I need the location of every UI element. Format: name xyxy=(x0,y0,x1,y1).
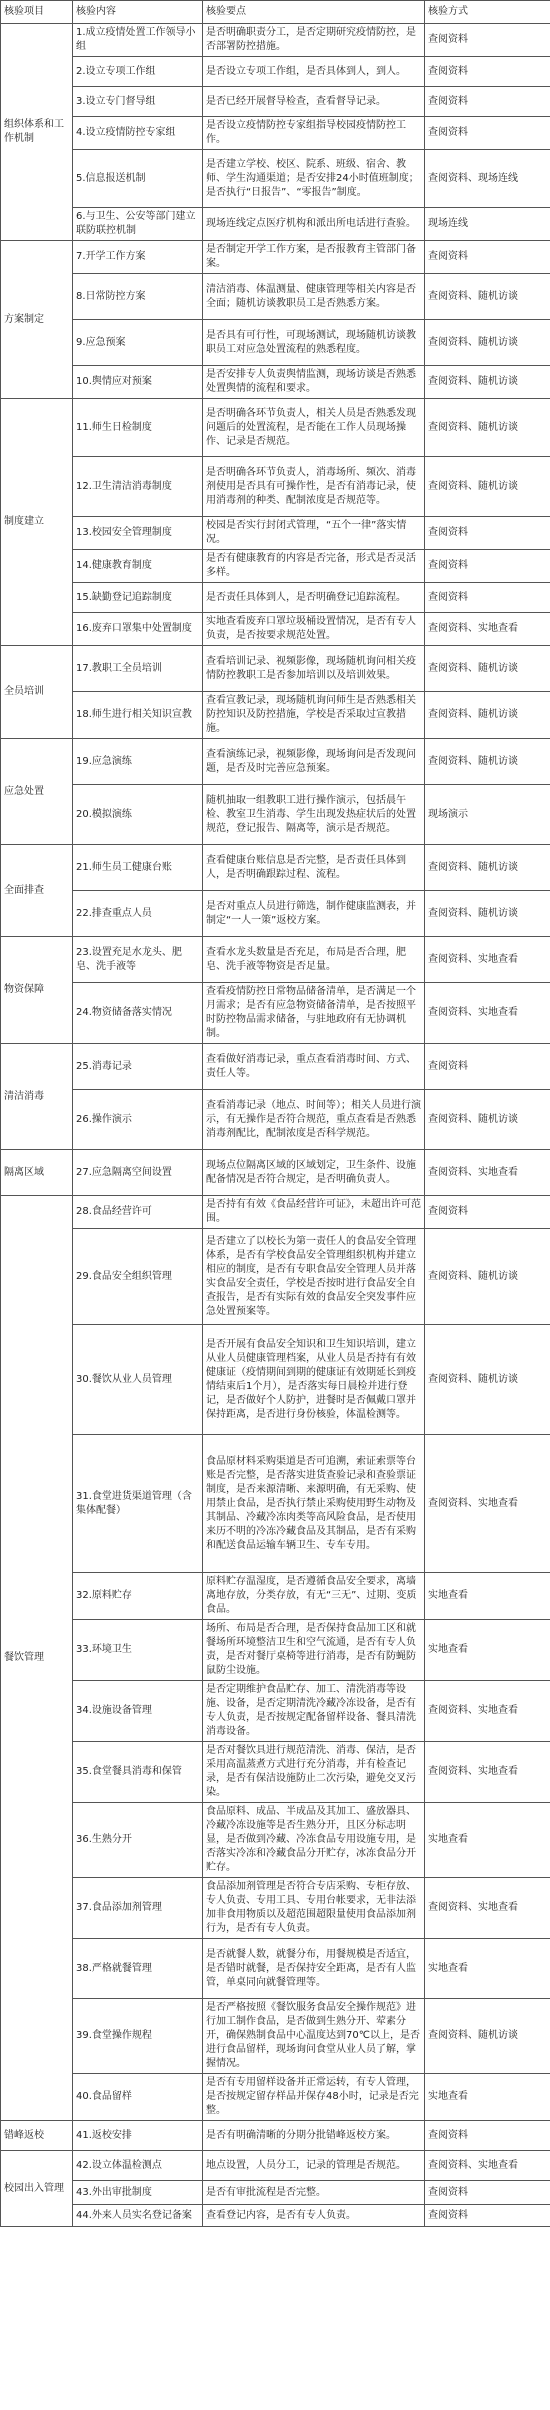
points-cell: 查看疫情防控日常物品储备清单，是否满足一个月需求；是否有应急物资储备清单，是否按照平时防控物品需求储备，与驻地政府有无协调机制。 xyxy=(203,983,425,1044)
table-row xyxy=(1,739,550,785)
header-points: 核验要点 xyxy=(203,1,425,24)
points-cell: 校园是否实行封闭式管理，“五个一律”落实情况。 xyxy=(203,517,425,550)
content-cell: 7.开学工作方案 xyxy=(73,241,203,274)
points-cell: 查看水龙头数量是否充足，布局是否合理，肥皂、洗手液等物资是否足量。 xyxy=(203,937,425,983)
points-cell: 清洁消毒、体温测量、健康管理等相关内容是否全面；随机访谈教职员工是否熟悉方案。 xyxy=(203,274,425,320)
points-cell: 是否有专用留样设备并正常运转，有专人管理，是否按规定留存样品并保存48小时，记录是否完整。 xyxy=(203,2074,425,2121)
points-cell: 是否设立疫情防控专家组指导校园疫情防控工作。 xyxy=(203,117,425,150)
table-row xyxy=(1,399,550,457)
points-cell: 实地查看废弃口罩垃圾桶设置情况，是否有专人负责，是否按要求规范处置。 xyxy=(203,613,425,646)
points-cell: 是否明确各环节负责人，相关人员是否熟悉发现问题后的处置流程，是否能在工作人员现场操作、记录是否规范。 xyxy=(203,399,425,457)
table-row xyxy=(1,2205,550,2227)
table-row xyxy=(1,457,550,517)
method-cell: 查阅资料、随机访谈 xyxy=(425,692,550,739)
method-cell: 查阅资料、随机访谈 xyxy=(425,1999,550,2074)
table-row xyxy=(1,1878,550,1939)
content-cell: 21.师生员工健康台账 xyxy=(73,845,203,891)
content-cell: 22.排查重点人员 xyxy=(73,891,203,937)
method-cell: 查阅资料、随机访谈 xyxy=(425,646,550,692)
method-cell: 查阅资料、实地查看 xyxy=(425,1742,550,1803)
points-cell: 现场点位隔离区域的区域划定，卫生条件、设施配备情况是否符合规定，是否明确负责人。 xyxy=(203,1150,425,1196)
table-row xyxy=(1,583,550,613)
table-row xyxy=(1,1939,550,1999)
method-cell: 查阅资料、实地查看 xyxy=(425,2151,550,2181)
method-cell: 实地查看 xyxy=(425,1620,550,1681)
table-body xyxy=(1,24,550,2227)
table-row xyxy=(1,24,550,57)
points-cell: 是否有健康教育的内容是否完备，形式是否灵活多样。 xyxy=(203,550,425,583)
content-cell: 33.环境卫生 xyxy=(73,1620,203,1681)
points-cell: 随机抽取一组教职工进行操作演示，包括晨午检、教室卫生消毒、学生出现发热症状后的处置规范，登记报告、隔离等，演示是否规范。 xyxy=(203,785,425,845)
table-row xyxy=(1,517,550,550)
category-cell: 清洁消毒 xyxy=(1,1044,73,1150)
points-cell: 是否责任具体到人，是否明确登记追踪流程。 xyxy=(203,583,425,613)
table-row xyxy=(1,117,550,150)
points-cell: 地点设置，人员分工，记录的管理是否规范。 xyxy=(203,2151,425,2181)
method-cell: 查阅资料、实地查看 xyxy=(425,1878,550,1939)
points-cell: 查看宣教记录，现场随机询问师生是否熟悉相关防控知识及防控措施，学校是否采取过宣教措施。 xyxy=(203,692,425,739)
points-cell: 场所、布局是否合理，是否保持食品加工区和就餐场所环境整洁卫生和空气流通，是否有专人负责，是否对餐厅桌椅等进行消毒，是否有防蝇防鼠防尘设施。 xyxy=(203,1620,425,1681)
method-cell: 实地查看 xyxy=(425,1573,550,1620)
points-cell: 是否制定开学工作方案，是否报教育主管部门备案。 xyxy=(203,241,425,274)
method-cell: 查阅资料 xyxy=(425,550,550,583)
method-cell: 查阅资料、随机访谈 xyxy=(425,320,550,366)
table-row xyxy=(1,1325,550,1435)
points-cell: 是否设立专项工作组，是否具体到人，到人。 xyxy=(203,57,425,87)
points-cell: 查看健康台账信息是否完整，是否责任具体到人，是否明确跟踪过程、流程。 xyxy=(203,845,425,891)
content-cell: 37.食品添加剂管理 xyxy=(73,1878,203,1939)
method-cell: 实地查看 xyxy=(425,1939,550,1999)
content-cell: 41.返校安排 xyxy=(73,2121,203,2151)
method-cell: 查阅资料、实地查看 xyxy=(425,937,550,983)
method-cell: 查阅资料 xyxy=(425,117,550,150)
content-cell: 32.原料贮存 xyxy=(73,1573,203,1620)
table-row xyxy=(1,1803,550,1878)
points-cell: 是否严格按照《餐饮服务食品安全操作规范》进行加工制作食品，是否做到生熟分开、荤素分开，确保熟制食品中心温度达到70℃以上，是否进行食品留样，现场询问食堂从业人员了解，掌握情况。 xyxy=(203,1999,425,2074)
points-cell: 是否对餐饮具进行规范清洗、消毒、保洁，是否采用高温蒸煮方式进行充分消毒，并有检查记录，是否有保洁设施防止二次污染，避免交叉污染。 xyxy=(203,1742,425,1803)
content-cell: 16.废弃口罩集中处置制度 xyxy=(73,613,203,646)
method-cell: 查阅资料、实地查看 xyxy=(425,1681,550,1742)
table-row xyxy=(1,208,550,241)
method-cell: 查阅资料、实地查看 xyxy=(425,1150,550,1196)
content-cell: 39.食堂操作规程 xyxy=(73,1999,203,2074)
points-cell: 查看培训记录、视频影像，现场随机询问相关疫情防控教职工是否参加培训以及培训效果。 xyxy=(203,646,425,692)
header-content: 核验内容 xyxy=(73,1,203,24)
content-cell: 36.生熟分开 xyxy=(73,1803,203,1878)
table-row xyxy=(1,1681,550,1742)
points-cell: 查看登记内容，是否有专人负责。 xyxy=(203,2205,425,2227)
method-cell: 现场连线 xyxy=(425,208,550,241)
points-cell: 食品添加剂管理是否符合专店采购、专柜存放、专人负责、专用工具、专用台帐要求，无非法添加非食用物质以及超范围超限量使用食品添加剂行为，是否有专人负责。 xyxy=(203,1878,425,1939)
table-row xyxy=(1,1229,550,1325)
content-cell: 13.校园安全管理制度 xyxy=(73,517,203,550)
method-cell: 查阅资料、随机访谈 xyxy=(425,845,550,891)
points-cell: 原料贮存温湿度，是否遵循食品安全要求，离墙离地存放，分类存放，有无“三无”、过期、变质食品。 xyxy=(203,1573,425,1620)
method-cell: 实地查看 xyxy=(425,2074,550,2121)
content-cell: 27.应急隔离空间设置 xyxy=(73,1150,203,1196)
category-cell: 餐饮管理 xyxy=(1,1196,73,2121)
table-row xyxy=(1,2151,550,2181)
method-cell: 查阅资料、随机访谈 xyxy=(425,891,550,937)
table-header-row xyxy=(1,1,550,24)
category-cell: 错峰返校 xyxy=(1,2121,73,2151)
content-cell: 28.食品经营许可 xyxy=(73,1196,203,1229)
content-cell: 4.设立疫情防控专家组 xyxy=(73,117,203,150)
table-row xyxy=(1,366,550,399)
content-cell: 9.应急预案 xyxy=(73,320,203,366)
table-row xyxy=(1,937,550,983)
content-cell: 2.设立专项工作组 xyxy=(73,57,203,87)
method-cell: 查阅资料 xyxy=(425,87,550,117)
content-cell: 38.严格就餐管理 xyxy=(73,1939,203,1999)
content-cell: 18.师生进行相关知识宣教 xyxy=(73,692,203,739)
points-cell: 现场连线定点医疗机构和派出所电话进行查验。 xyxy=(203,208,425,241)
points-cell: 是否具有可行性，可现场测试，现场随机访谈教职员工对应急处置流程的熟悉程度。 xyxy=(203,320,425,366)
content-cell: 17.教职工全员培训 xyxy=(73,646,203,692)
content-cell: 8.日常防控方案 xyxy=(73,274,203,320)
method-cell: 查阅资料 xyxy=(425,2121,550,2151)
points-cell: 是否明确各环节负责人，消毒场所、频次、消毒剂使用是否具有可操作性，是否有消毒记录，使用消毒剂的种类、配制浓度是否规范等。 xyxy=(203,457,425,517)
content-cell: 3.设立专门督导组 xyxy=(73,87,203,117)
table-row xyxy=(1,845,550,891)
method-cell: 查阅资料、实地查看 xyxy=(425,613,550,646)
table-row xyxy=(1,320,550,366)
method-cell: 查阅资料、实地查看 xyxy=(425,983,550,1044)
category-cell: 隔离区域 xyxy=(1,1150,73,1196)
method-cell: 查阅资料、随机访谈 xyxy=(425,1090,550,1150)
table-row xyxy=(1,150,550,208)
method-cell: 查阅资料 xyxy=(425,24,550,57)
points-cell: 是否对重点人员进行筛选，制作健康监测表，并制定“一人一策”返校方案。 xyxy=(203,891,425,937)
points-cell: 食品原材料采购渠道是否可追溯，索证索票等台账是否完整，是否落实进货查验记录和查验票证制度，是否来源清晰、来源明确，有无采购、使用禁止食品，是否执行禁止采购使用野生动物及其制品、冷藏冷冻肉类等高风险食品，是否使用来历不明的冷冻冷藏食品及其制品，是否有采购和配送食品运输车辆卫生、专车专用。 xyxy=(203,1435,425,1573)
points-cell: 查看做好消毒记录，重点查看消毒时间、方式、责任人等。 xyxy=(203,1044,425,1090)
content-cell: 24.物资储备落实情况 xyxy=(73,983,203,1044)
method-cell: 查阅资料 xyxy=(425,583,550,613)
points-cell: 是否有明确清晰的分期分批错峰返校方案。 xyxy=(203,2121,425,2151)
content-cell: 11.师生日检制度 xyxy=(73,399,203,457)
points-cell: 查看演练记录，视频影像，现场询问是否发现问题，是否及时完善应急预案。 xyxy=(203,739,425,785)
content-cell: 23.设置充足水龙头、肥皂、洗手液等 xyxy=(73,937,203,983)
table-row xyxy=(1,57,550,87)
method-cell: 查阅资料 xyxy=(425,2181,550,2205)
table-row xyxy=(1,550,550,583)
content-cell: 1.成立疫情处置工作领导小组 xyxy=(73,24,203,57)
content-cell: 25.消毒记录 xyxy=(73,1044,203,1090)
method-cell: 查阅资料、随机访谈 xyxy=(425,1325,550,1435)
method-cell: 实地查看 xyxy=(425,1803,550,1878)
points-cell: 是否有审批流程是否完整。 xyxy=(203,2181,425,2205)
method-cell: 查阅资料、随机访谈 xyxy=(425,739,550,785)
points-cell: 是否已经开展督导检查，查看督导记录。 xyxy=(203,87,425,117)
method-cell: 查阅资料、随机访谈 xyxy=(425,366,550,399)
table-row xyxy=(1,1573,550,1620)
category-cell: 组织体系和工作机制 xyxy=(1,24,73,241)
table-row xyxy=(1,613,550,646)
content-cell: 6.与卫生、公安等部门建立联防联控机制 xyxy=(73,208,203,241)
table-row xyxy=(1,1435,550,1573)
table-row xyxy=(1,1044,550,1090)
points-cell: 是否安排专人负责舆情监测，现场访谈是否熟悉处置舆情的流程和要求。 xyxy=(203,366,425,399)
category-cell: 校园出入管理 xyxy=(1,2151,73,2227)
table-row xyxy=(1,1196,550,1229)
table-row xyxy=(1,87,550,117)
method-cell: 查阅资料 xyxy=(425,241,550,274)
content-cell: 35.食堂餐具消毒和保管 xyxy=(73,1742,203,1803)
points-cell: 是否持有有效《食品经营许可证》，未超出许可范围。 xyxy=(203,1196,425,1229)
table-row xyxy=(1,646,550,692)
table-row xyxy=(1,692,550,739)
method-cell: 查阅资料、实地查看 xyxy=(425,1435,550,1573)
table-row xyxy=(1,983,550,1044)
content-cell: 12.卫生清洁消毒制度 xyxy=(73,457,203,517)
method-cell: 查阅资料、随机访谈 xyxy=(425,1229,550,1325)
table-row xyxy=(1,1090,550,1150)
table-row xyxy=(1,274,550,320)
content-cell: 15.缺勤登记追踪制度 xyxy=(73,583,203,613)
method-cell: 查阅资料 xyxy=(425,57,550,87)
content-cell: 26.操作演示 xyxy=(73,1090,203,1150)
content-cell: 30.餐饮从业人员管理 xyxy=(73,1325,203,1435)
method-cell: 查阅资料、随机访谈 xyxy=(425,457,550,517)
content-cell: 19.应急演练 xyxy=(73,739,203,785)
method-cell: 查阅资料、随机访谈 xyxy=(425,274,550,320)
table-row xyxy=(1,241,550,274)
content-cell: 40.食品留样 xyxy=(73,2074,203,2121)
table-row xyxy=(1,2181,550,2205)
header-item: 核验项目 xyxy=(1,1,73,24)
content-cell: 43.外出审批制度 xyxy=(73,2181,203,2205)
points-cell: 食品原料、成品、半成品及其加工、盛放器具、冷藏冷冻设施等是否生熟分开，且区分标志明显，是否做到冷藏、冷冻食品专用设施专用，是否落实冷冻和冷藏食品分开贮存，冰冻食品分开贮存。 xyxy=(203,1803,425,1878)
table-row xyxy=(1,891,550,937)
content-cell: 44.外来人员实名登记备案 xyxy=(73,2205,203,2227)
content-cell: 42.设立体温检测点 xyxy=(73,2151,203,2181)
table-row xyxy=(1,1999,550,2074)
content-cell: 5.信息报送机制 xyxy=(73,150,203,208)
content-cell: 14.健康教育制度 xyxy=(73,550,203,583)
points-cell: 是否开展有食品安全知识和卫生知识培训，建立从业人员健康管理档案，从业人员是否持有有效健康证（疫情期间到期的健康证有效期延长到疫情结束后1个月），是否落实每日晨检并进行登记，是否做好个人防护，进餐时是否佩戴口罩并保持距离，是否进行身份核验，体温检测等。 xyxy=(203,1325,425,1435)
method-cell: 查阅资料、现场连线 xyxy=(425,150,550,208)
method-cell: 查阅资料 xyxy=(425,1044,550,1090)
category-cell: 方案制定 xyxy=(1,241,73,399)
table-row xyxy=(1,1150,550,1196)
content-cell: 10.舆情应对预案 xyxy=(73,366,203,399)
content-cell: 29.食品安全组织管理 xyxy=(73,1229,203,1325)
points-cell: 是否明确职责分工，是否定期研究疫情防控，是否部署防控措施。 xyxy=(203,24,425,57)
points-cell: 是否就餐人数，就餐分布，用餐规模是否适宜，是否错时就餐，是否保持安全距离，是否有人监管，单桌同向就餐管理等。 xyxy=(203,1939,425,1999)
content-cell: 34.设施设备管理 xyxy=(73,1681,203,1742)
category-cell: 应急处置 xyxy=(1,739,73,845)
category-cell: 全面排查 xyxy=(1,845,73,937)
method-cell: 查阅资料 xyxy=(425,1196,550,1229)
category-cell: 物资保障 xyxy=(1,937,73,1044)
points-cell: 查看消毒记录（地点、时间等）；相关人员进行演示，有无操作是否符合规范，重点查看是否熟悉消毒剂配比，配制浓度是否科学规范。 xyxy=(203,1090,425,1150)
method-cell: 查阅资料 xyxy=(425,517,550,550)
points-cell: 是否建立学校、校区、院系、班级、宿舍、教师、学生沟通渠道；是否安排24小时值班制度；是否执行“日报告”、“零报告”制度。 xyxy=(203,150,425,208)
table-row xyxy=(1,1742,550,1803)
table-row xyxy=(1,2121,550,2151)
table-row xyxy=(1,1620,550,1681)
table-row xyxy=(1,785,550,845)
category-cell: 全员培训 xyxy=(1,646,73,739)
method-cell: 现场演示 xyxy=(425,785,550,845)
points-cell: 是否建立了以校长为第一责任人的食品安全管理体系，是否有学校食品安全管理组织机构并建立相应的制度，是否有专职食品安全管理人员并落实食品安全责任，学校是否按时进行食品安全自查报告，是否有实际有效的食品安全突发事件应急处置预案等。 xyxy=(203,1229,425,1325)
header-method: 核验方式 xyxy=(425,1,550,24)
method-cell: 查阅资料、随机访谈 xyxy=(425,399,550,457)
points-cell: 是否定期维护食品贮存、加工、清洗消毒等设施、设备，是否定期清洗冷藏冷冻设备，是否有专人负责，是否按规定配备留样设备、餐具清洗消毒设备。 xyxy=(203,1681,425,1742)
content-cell: 31.食堂进货渠道管理（含集体配餐） xyxy=(73,1435,203,1573)
category-cell: 制度建立 xyxy=(1,399,73,646)
method-cell: 查阅资料 xyxy=(425,2205,550,2227)
table-row xyxy=(1,2074,550,2121)
content-cell: 20.模拟演练 xyxy=(73,785,203,845)
